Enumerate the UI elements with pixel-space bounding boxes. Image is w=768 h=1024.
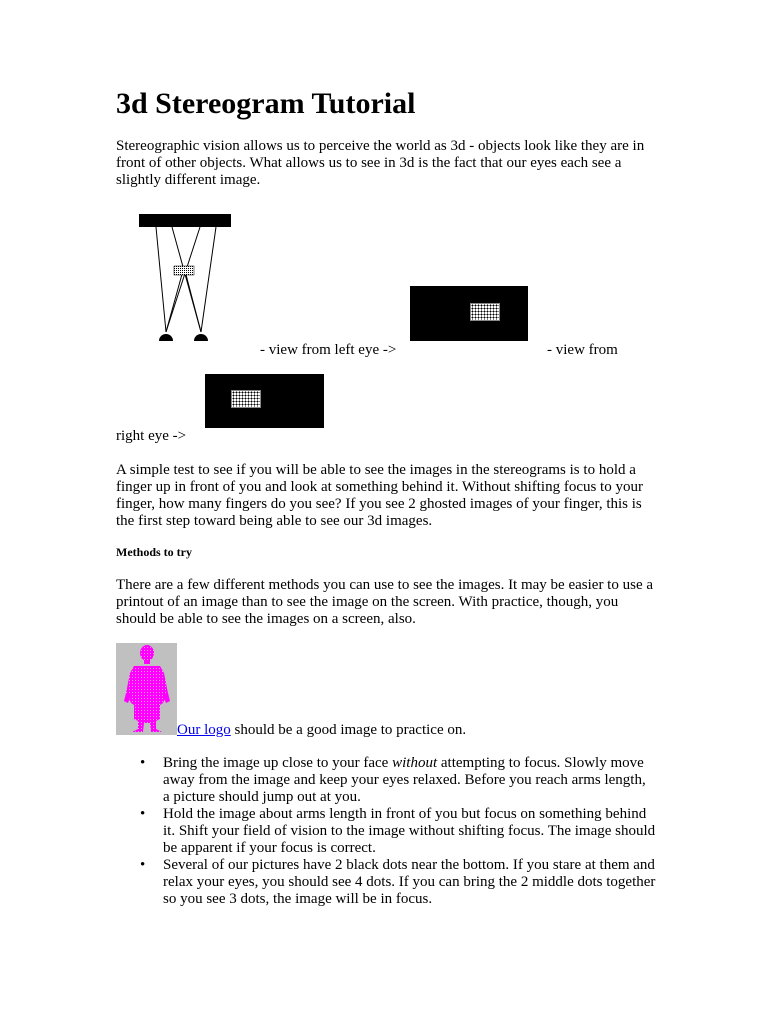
left-eye-view-image	[410, 286, 528, 341]
diagram-object-patch	[174, 266, 194, 275]
right-eye-view-image	[205, 374, 324, 428]
logo-line-text: should be a good image to practice on.	[230, 722, 467, 738]
left-eye-view-patch	[470, 303, 500, 321]
right-eye-label-part1: - view from	[547, 342, 618, 358]
logo-image[interactable]	[116, 643, 177, 735]
logo-figure-icon	[116, 643, 177, 735]
stereo-vision-diagram	[138, 212, 234, 344]
diagram-sight-lines	[156, 227, 216, 332]
list-item: • Hold the image about arms length in front of you but focus on something behind it. Shift your field of vision to the image without shifting focus. The image should be apparent if your focus is correct.	[140, 806, 656, 856]
right-eye-view-patch	[231, 390, 261, 408]
list-item: • Bring the image up close to your face without attempting to focus. Slowly move away from the image and keep your eyes relaxed. Before you reach arms length, a picture should jump out at you.	[140, 755, 646, 805]
intro-paragraph: Stereographic vision allows us to perceive the world as 3d - objects look like they are in front of other objects. What allows us to see in 3d is the fact that our eyes each see a slightly different image.	[116, 138, 645, 188]
diagram-screen-bar	[139, 214, 231, 227]
bullet-glyph: •	[140, 755, 146, 771]
bullet-glyph: •	[140, 857, 146, 873]
methods-intro-paragraph: There are a few different methods you can use to see the images. It may be easier to use a printout of an image than to see the image on the screen. With practice, though, you should be able to see the images on a screen, also.	[116, 577, 654, 627]
page-title: 3d Stereogram Tutorial	[116, 87, 416, 120]
finger-test-paragraph: A simple test to see if you will be able to see the images in the stereograms is to hold a finger up in front of you and look at something behind it. Without shifting focus to your finger, how many fingers do you see? If you see 2 ghosted images of your finger, this is the first step toward being able to see our 3d images.	[116, 462, 643, 529]
left-eye-label: - view from left eye ->	[260, 342, 397, 358]
our-logo-link[interactable]: Our logo	[177, 722, 231, 738]
logo-line	[177, 722, 466, 739]
right-eye-label-part2: right eye ->	[116, 428, 187, 444]
emphasis-text: without	[392, 755, 438, 771]
bullet-glyph: •	[140, 806, 146, 822]
methods-heading: Methods to try	[116, 545, 192, 559]
methods-list	[116, 755, 656, 908]
right-eye-icon	[194, 334, 208, 341]
left-eye-icon	[159, 334, 173, 341]
list-item: • Several of our pictures have 2 black dots near the bottom. If you stare at them and relax your eyes, you should see 4 dots. If you can bring the 2 middle dots together so you see 3 dots, the image will be in focus.	[140, 857, 656, 907]
